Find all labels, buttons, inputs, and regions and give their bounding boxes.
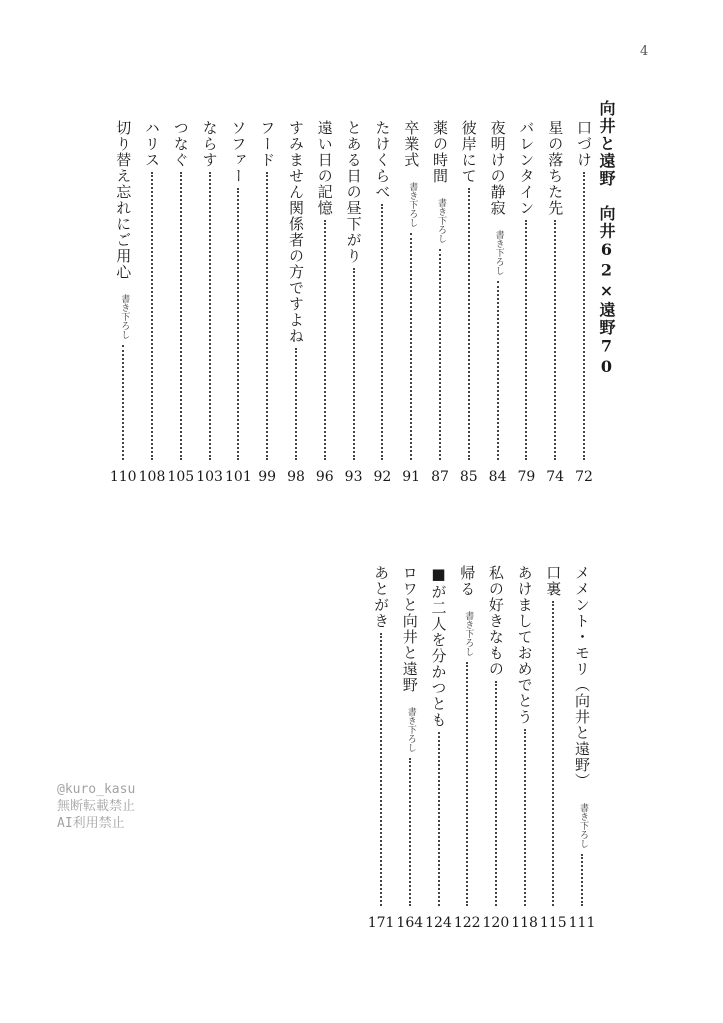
toc-entry-title: 口裏 [544, 565, 563, 597]
toc-entry-title: ■が二人を分かつとも [429, 565, 448, 728]
toc-entry-page: 99 [258, 469, 277, 485]
toc-entry-title: たけくらべ [373, 120, 392, 200]
toc-entry-leader [381, 204, 383, 460]
toc-entry-leader [237, 188, 239, 460]
toc-entry-title: フード [258, 120, 277, 168]
toc-entry-note: 書き下ろし [578, 803, 588, 848]
toc-entry-page: 105 [167, 469, 195, 485]
toc-entry-note: 書き下ろし [119, 294, 130, 339]
toc-entry-title: ソファー [229, 120, 248, 184]
toc-entry-page: 92 [373, 469, 392, 485]
toc-entry-title: ハリス [143, 120, 161, 168]
watermark [57, 781, 135, 832]
toc-entry-leader [380, 633, 382, 906]
toc-entry-leader [438, 732, 440, 906]
toc-entry-page: 101 [225, 469, 252, 485]
toc-entry-page: 74 [546, 469, 565, 485]
toc-entry-note: 書き下ろし [407, 182, 418, 227]
toc-entry-title: 星の落ちた先 [546, 120, 565, 216]
toc-entry-page: 96 [315, 469, 334, 485]
toc-entry-leader [583, 172, 585, 460]
toc-entry-title: 彼岸にて [459, 120, 478, 184]
toc-entry-leader [151, 172, 153, 460]
toc-entry-leader [353, 268, 355, 460]
toc-entry-leader [209, 172, 211, 460]
toc-entry-title: 遠い日の記憶 [315, 120, 334, 216]
toc-entry-leader [410, 233, 412, 460]
toc-entry-title: つなぐ [171, 120, 190, 168]
toc-entry-page: 122 [453, 915, 481, 931]
toc-entry-leader [468, 188, 470, 460]
toc-entry-title: 夜明けの静寂 [488, 120, 507, 216]
toc-entry-page: 120 [482, 915, 510, 931]
toc-entry-note: 書き下ろし [493, 230, 504, 275]
toc-entry-title: ロワと向井と遠野 [400, 565, 419, 693]
toc-entry-note: 書き下ろし [436, 198, 446, 243]
toc-entry-leader [295, 348, 297, 460]
toc-entry-leader [466, 662, 468, 906]
toc-entry-page: 124 [425, 915, 452, 931]
toc-entry-page: 72 [575, 469, 593, 485]
toc-entry-leader [497, 281, 499, 460]
toc-entry-leader [180, 172, 182, 460]
toc-entry-leader [554, 220, 556, 460]
toc-entry-leader [524, 729, 526, 906]
toc-entry-page: 111 [568, 915, 596, 931]
toc-entry-page: 171 [367, 915, 395, 931]
toc-entry-page: 91 [402, 469, 421, 485]
toc-entry-leader [409, 758, 411, 906]
toc-entry-page: 87 [431, 469, 449, 485]
watermark-no-ai: AI利用禁止 [57, 816, 125, 831]
toc-entry-leader [581, 854, 583, 906]
toc-entry-leader [552, 601, 554, 906]
watermark-handle: @kuro_kasu [57, 782, 136, 797]
toc-entry-page: 108 [138, 469, 166, 485]
section-heading-text: 向井と遠野 向井62×遠野70 [597, 100, 616, 378]
toc-entry-leader [122, 345, 124, 460]
toc-entry-note: 書き下ろし [405, 707, 416, 752]
toc-entry-leader [495, 681, 497, 906]
toc-entry-page: 93 [344, 469, 363, 485]
toc-entry-page: 110 [109, 469, 137, 485]
toc-entry-title: 口づけ [575, 120, 593, 168]
toc-entry-title: あけましておめでとう [515, 565, 534, 725]
toc-entry-page: 164 [396, 915, 424, 931]
toc-entry-leader [324, 220, 326, 460]
toc-entry-page: 118 [511, 915, 538, 931]
toc-entry-title: 薬の時間 [431, 120, 449, 184]
toc-entry-page: 84 [488, 469, 507, 485]
page-number: 4 [640, 44, 649, 59]
toc-entry-title: ならす [200, 120, 219, 168]
watermark-no-reprint: 無断転載禁止 [57, 799, 136, 814]
toc-entry-title: すみません関係者の方ですよね [287, 120, 305, 344]
toc-entry-note: 書き下ろし [463, 611, 474, 656]
toc-entry-title: 卒業式 [402, 120, 421, 168]
toc-entry-title: 帰る [458, 565, 477, 597]
toc-entry-page: 103 [196, 469, 223, 485]
toc-entry-title: とある日の昼下がり [344, 120, 363, 264]
toc-entry-page: 85 [459, 469, 478, 485]
toc-entry-leader [525, 220, 527, 460]
toc-entry-page: 98 [287, 469, 305, 485]
toc-entry-title: 私の好きなもの [486, 565, 505, 677]
toc-entry-leader [439, 249, 441, 460]
toc-entry-leader [266, 172, 268, 460]
toc-entry-title: バレンタイン [517, 120, 536, 216]
toc-entry-title: 切り替え忘れにご用心 [114, 120, 133, 280]
toc-entry-title: あとがき [372, 565, 391, 629]
toc-entry-page: 79 [517, 469, 536, 485]
toc-entry-title: メメント・モリ（向井と遠野） [573, 565, 591, 789]
toc-entry-page: 115 [539, 915, 567, 931]
